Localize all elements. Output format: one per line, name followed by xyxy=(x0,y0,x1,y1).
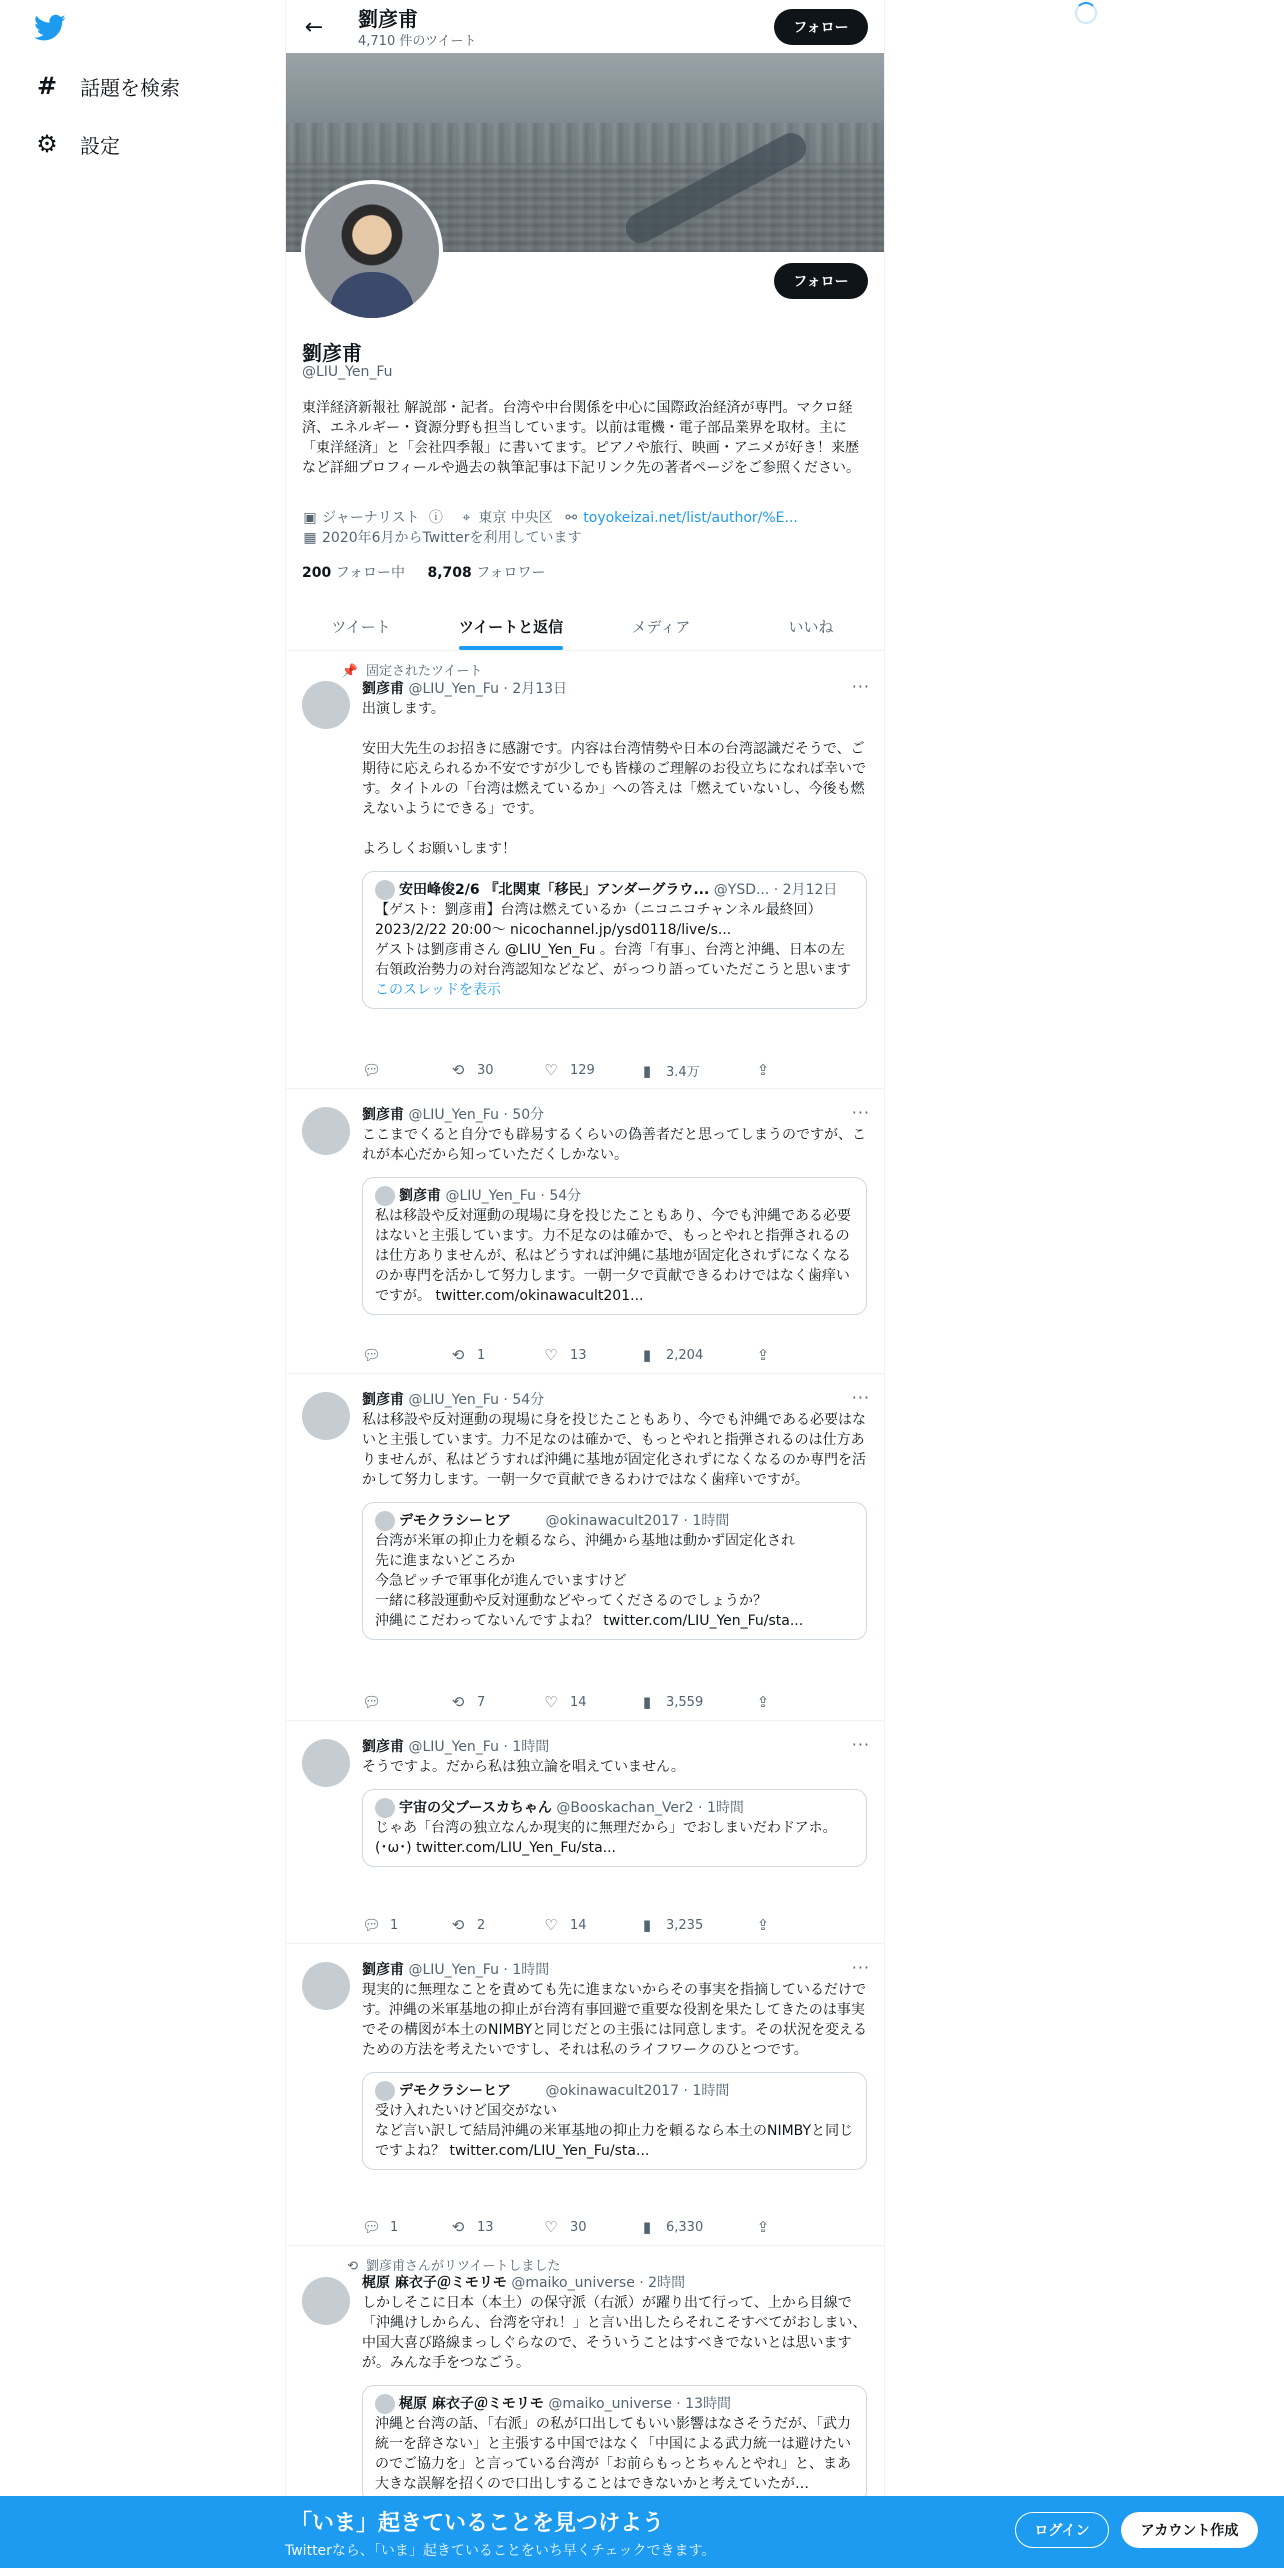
tab-likes[interactable]: いいね xyxy=(788,618,834,636)
tweet-author[interactable]: 梶原 麻衣子＠ミモリモ xyxy=(362,2275,507,2291)
tweet-text: そうですよ。だから私は独立論を唱えていません。 xyxy=(362,1759,685,1775)
nav-settings[interactable] xyxy=(34,126,120,162)
reply-button[interactable]: 💬︎ 1 xyxy=(362,2218,399,2236)
quote-tweet[interactable] xyxy=(362,1502,867,1640)
avatar[interactable] xyxy=(302,2277,350,2325)
quote-meta: @okinawacult2017 · 1時間 xyxy=(545,1513,730,1529)
reply-icon: 💬︎ xyxy=(362,1693,382,1711)
views-button[interactable]: ▮ 6,330 xyxy=(638,2218,703,2236)
tweet-pinned[interactable] xyxy=(286,651,885,1089)
main-column xyxy=(285,0,885,2568)
tweet-actions xyxy=(362,1916,802,1936)
profile-follow-button[interactable]: フォロー xyxy=(774,263,868,299)
avatar[interactable] xyxy=(302,681,350,729)
link-icon: ⚯ xyxy=(565,510,578,526)
signup-banner-subtitle: Twitterなら、「いま」起きていることをいち早くチェックできます。 xyxy=(285,2543,716,2559)
retweet-button[interactable]: ⟲ 30 xyxy=(449,1061,494,1079)
profile-link[interactable]: toyokeizai.net/list/author/%E... xyxy=(583,510,798,526)
show-thread-link[interactable]: このスレッドを表示 xyxy=(375,982,501,998)
heart-icon: ♡ xyxy=(544,1346,558,1364)
retweet-icon: ⟲ xyxy=(451,1693,465,1711)
quote-author: 梶原 麻衣子＠ミモリモ xyxy=(399,2396,544,2412)
quote-avatar xyxy=(375,1798,395,1818)
more-options-icon[interactable]: ··· xyxy=(851,1735,870,1754)
share-button[interactable] xyxy=(754,1061,782,1079)
views-button[interactable]: ▮ 3.4万 xyxy=(638,1061,700,1080)
tweet-actions xyxy=(362,2218,802,2238)
like-button[interactable]: ♡ 13 xyxy=(542,1346,587,1364)
quote-meta: @Booskachan_Ver2 · 1時間 xyxy=(556,1800,744,1816)
tweet[interactable] xyxy=(286,1090,885,1374)
heart-icon: ♡ xyxy=(544,2218,558,2236)
tweet-text: しかしそこに日本（本土）の保守派（右派）が躍り出て行って、上から目線で「沖縄けしからん、台湾を守れ！」と言い出したらそれこそすべてがおしまい、中国大喜び路線まっしぐらなので、そういうことはすべきでないとは思いますが。みんな手をつなごう。 xyxy=(362,2295,867,2371)
quote-author: 安田峰俊2/6 『北関東「移民」アンダーグラウ... xyxy=(399,882,710,898)
views-chart-icon: ▮ xyxy=(642,2218,652,2236)
avatar[interactable] xyxy=(302,1392,350,1440)
avatar[interactable] xyxy=(302,1739,350,1787)
hashtag-icon: # xyxy=(36,72,58,100)
reply-icon: 💬︎ xyxy=(362,1916,382,1934)
quote-avatar xyxy=(375,880,395,900)
profile-category: ジャーナリスト xyxy=(322,510,420,526)
tweet-text: 出演します。 安田大先生のお招きに感謝です。内容は台湾情勢や日本の台湾認識だそうで、ご期待に応えられるか不安ですが少しでも皆様のご理解のお役立ちになれば幸いです。タイトルの「台湾は燃えているか」への答えは「燃えていないし、今後も燃えないようにできる」です。 よろしくお願いします！ xyxy=(362,701,866,857)
heart-icon: ♡ xyxy=(544,1693,558,1711)
back-arrow-icon[interactable]: ← xyxy=(304,14,324,40)
signup-banner xyxy=(0,2496,1284,2568)
retweet-icon: ⟲ xyxy=(451,1061,465,1079)
share-button[interactable] xyxy=(754,1346,782,1364)
quote-avatar xyxy=(375,2394,395,2414)
tweet-meta[interactable]: @LIU_Yen_Fu · 54分 xyxy=(408,1392,545,1408)
tweet-actions xyxy=(362,1061,802,1081)
heart-icon: ♡ xyxy=(544,1061,558,1079)
signup-button[interactable]: アカウント作成 xyxy=(1121,2512,1258,2548)
quote-tweet[interactable] xyxy=(362,1177,867,1315)
tweet-author[interactable]: 劉彦甫 xyxy=(362,1962,404,1978)
tweet-meta[interactable]: @LIU_Yen_Fu · 2月13日 xyxy=(408,681,568,697)
views-button[interactable]: ▮ 2,204 xyxy=(638,1346,703,1364)
header-tweet-count: 4,710 件のツイート xyxy=(358,34,477,49)
retweet-indicator[interactable]: ⟲ 劉彦甫さんがリツイートしました xyxy=(330,2255,560,2274)
pin-icon: 📌 xyxy=(341,664,358,679)
profile-bio: 東洋経済新報社 解説部・記者。台湾や中台関係を中心に国際政治経済が専門。マクロ経済、エネルギー・資源分野も担当しています。以前は電機・電子部品業界を取材。主に「東洋経済」と「会社四季報」に書いてます。ピアノや旅行、映画・アニメが好き！来歴など詳細プロフィールや過去の執筆記事は下記リンク先の著者ページをご参照ください。 xyxy=(302,400,861,476)
tweet-meta[interactable]: @LIU_Yen_Fu · 1時間 xyxy=(408,1739,550,1755)
reply-button[interactable] xyxy=(362,1346,390,1364)
tweet[interactable] xyxy=(286,1722,885,1944)
tweet-text: 現実的に無理なことを責めても先に進まないからその事実を指摘しているだけです。沖縄の米軍基地の抑止が台湾有事回避で重要な役割を果たしてきたのは事実でその構図が本土のNIMBYと同じだとの主張には同意します。その状況を変えるための方法を考えたいですし、それは私のライフワークのひとつです。 xyxy=(362,1982,867,2058)
quote-text: 台湾が米軍の抑止力を頼るなら、沖縄から基地は動かず固定化され 先に進まないどころか 今急ピッチで軍事化が進んでいますけど 一緒に移設運動や反対運動などやってくださるのでしょうか？ 沖縄にこだわってないんですよね？ twitter.com/LIU_Yen_Fu/sta... xyxy=(375,1533,804,1629)
reply-button[interactable] xyxy=(362,1693,390,1711)
quote-meta: @LIU_Yen_Fu · 54分 xyxy=(445,1188,582,1204)
tweet-actions xyxy=(362,1346,802,1366)
quote-tweet[interactable] xyxy=(362,2385,867,2503)
profile-handle: @LIU_Yen_Fu xyxy=(302,364,393,380)
pinned-indicator: 📌 固定されたツイート xyxy=(330,660,482,679)
tweet-text: ここまでくると自分でも辟易するくらいの偽善者だと思ってしまうのですが、これが本心だから知っていただくしかない。 xyxy=(362,1127,866,1163)
views-chart-icon: ▮ xyxy=(642,1916,652,1934)
quote-text: じゃあ「台湾の独立なんか現実的に無理だから」でおしまいだわドアホ。 (･ω･) twitter.com/LIU_Yen_Fu/sta... xyxy=(375,1820,837,1856)
avatar[interactable] xyxy=(302,1107,350,1155)
header-follow-button[interactable]: フォロー xyxy=(774,9,868,45)
calendar-icon: ▦ xyxy=(303,530,317,546)
heart-icon: ♡ xyxy=(544,1916,558,1934)
more-options-icon[interactable]: ··· xyxy=(851,677,870,696)
views-chart-icon: ▮ xyxy=(642,1346,652,1364)
quote-tweet[interactable] xyxy=(362,871,867,1009)
quote-avatar xyxy=(375,1511,395,1531)
signup-banner-title: 「いま」起きていることを見つけよう xyxy=(290,2511,665,2536)
like-button[interactable]: ♡ 14 xyxy=(542,1916,587,1934)
tweet-text: 私は移設や反対運動の現場に身を投じたこともあり、今でも沖縄である必要はないと主張しています。力不足なのは確かで、もっとやれと指弾されるのは仕方ありませんが、私はどうすれば沖縄に基地が固定化されずになくなるのか専門を活かして努力します。一朝一夕で貢献できるわけではなく歯痒いですが。 xyxy=(362,1412,866,1488)
like-button[interactable]: ♡ 30 xyxy=(542,2218,587,2236)
tweet-author[interactable]: 劉彦甫 xyxy=(362,1107,404,1123)
retweet-icon: ⟲ xyxy=(451,2218,465,2236)
retweet-button[interactable]: ⟲ 13 xyxy=(449,2218,494,2236)
more-options-icon[interactable]: ··· xyxy=(851,1103,870,1122)
reply-button[interactable] xyxy=(362,1061,390,1079)
loading-spinner-icon xyxy=(1075,2,1097,24)
share-icon: ⇪ xyxy=(756,2218,770,2236)
tweet-actions xyxy=(362,1693,802,1713)
views-button[interactable]: ▮ 3,235 xyxy=(638,1916,703,1934)
retweet-button[interactable]: ⟲ 7 xyxy=(449,1693,485,1711)
retweet-icon: ⟲ xyxy=(347,2259,358,2274)
quote-text: 受け入れたいけど国交がない など言い訳して結局沖縄の米軍基地の抑止力を頼るなら本土のNIMBYと同じですよね？ twitter.com/LIU_Yen_Fu/sta... xyxy=(375,2103,854,2159)
followers-link[interactable]: 8,708 フォロワー xyxy=(427,565,546,581)
views-button[interactable]: ▮ 3,559 xyxy=(638,1693,703,1711)
more-options-icon[interactable]: ··· xyxy=(851,1388,870,1407)
profile-name: 劉彦甫 xyxy=(302,341,362,365)
quote-author: 劉彦甫 xyxy=(399,1188,441,1204)
share-button[interactable] xyxy=(754,1693,782,1711)
quote-tweet[interactable] xyxy=(362,1789,867,1867)
tweet-meta[interactable]: @maiko_universe · 2時間 xyxy=(511,2275,686,2291)
header-name: 劉彦甫 xyxy=(358,7,418,31)
like-button[interactable]: ♡ 14 xyxy=(542,1693,587,1711)
location-icon: ⌖ xyxy=(462,510,471,526)
quote-avatar xyxy=(375,1186,395,1206)
share-icon: ⇪ xyxy=(756,1693,770,1711)
avatar[interactable] xyxy=(302,1962,350,2010)
reply-icon: 💬︎ xyxy=(362,1061,382,1079)
reply-icon: 💬︎ xyxy=(362,2218,382,2236)
quote-author: デモクラシーヒア xyxy=(399,1513,511,1529)
tweet-meta[interactable]: @LIU_Yen_Fu · 50分 xyxy=(408,1107,545,1123)
nav-explore[interactable] xyxy=(34,68,180,104)
retweet-button[interactable]: ⟲ 2 xyxy=(449,1916,485,1934)
profile-joined: 2020年6月からTwitterを利用しています xyxy=(322,530,582,546)
share-icon: ⇪ xyxy=(756,1916,770,1934)
retweet-icon: ⟲ xyxy=(451,1916,465,1934)
quote-avatar xyxy=(375,2081,395,2101)
profile-location: 東京 中央区 xyxy=(478,510,553,526)
nav-explore-label: 話題を検索 xyxy=(80,75,180,100)
profile-avatar[interactable] xyxy=(301,180,443,322)
tweet-author[interactable]: 劉彦甫 xyxy=(362,681,404,697)
quote-meta: @maiko_universe · 13時間 xyxy=(548,2396,731,2412)
tweet[interactable] xyxy=(286,1375,885,1721)
share-button[interactable] xyxy=(754,2218,782,2236)
info-icon[interactable]: ⓘ xyxy=(428,510,443,526)
views-chart-icon: ▮ xyxy=(642,1693,652,1711)
profile-meta xyxy=(302,508,872,548)
follow-stats xyxy=(302,562,546,582)
tab-tweets-and-replies[interactable]: ツイートと返信 xyxy=(436,603,586,650)
like-button[interactable]: ♡ 129 xyxy=(542,1061,595,1079)
reply-button[interactable]: 💬︎ 1 xyxy=(362,1916,399,1934)
quote-text: 私は移設や反対運動の現場に身を投じたこともあり、今でも沖縄である必要はないと主張しています。力不足なのは確かで、もっとやれと指弾されるのは仕方ありませんが、私はどうすれば沖縄に基地が固定化されずになくなるのか専門を活かして努力します。一朝一夕で貢献できるわけではなく歯痒いですが。 twitter.com/okinawacult201... xyxy=(375,1208,851,1304)
gear-icon: ⚙ xyxy=(36,130,58,158)
tweet-author[interactable]: 劉彦甫 xyxy=(362,1739,404,1755)
profile-header-bar xyxy=(286,0,885,53)
quote-author: 宇宙の父ブースカちゃん xyxy=(399,1800,552,1816)
tweet-meta[interactable]: @LIU_Yen_Fu · 1時間 xyxy=(408,1962,550,1978)
tab-tweets[interactable]: ツイート xyxy=(331,618,391,636)
following-link[interactable]: 200 フォロー中 xyxy=(302,565,405,581)
quote-meta: @okinawacult2017 · 1時間 xyxy=(545,2083,730,2099)
share-icon: ⇪ xyxy=(756,1346,770,1364)
nav-settings-label: 設定 xyxy=(80,133,120,158)
profile-tabs xyxy=(286,603,885,651)
twitter-logo-icon[interactable] xyxy=(34,14,66,42)
views-chart-icon: ▮ xyxy=(642,1061,652,1080)
briefcase-icon: ▣ xyxy=(303,510,317,526)
tweet[interactable] xyxy=(286,1945,885,2246)
tweet-author[interactable]: 劉彦甫 xyxy=(362,1392,404,1408)
tab-media[interactable]: メディア xyxy=(631,618,691,636)
share-button[interactable] xyxy=(754,1916,782,1934)
quote-text: 沖縄と台湾の話、「右派」の私が口出してもいい影響はなさそうだが、「武力統一を辞さない」と主張する中国ではなく「中国による武力統一は避けたいのでご協力を」と言っている台湾が「お前らもっとちゃんとやれ」と、まあ大きな誤解を招くので口出しすることはできないかと考えていたが… xyxy=(375,2416,851,2492)
quote-tweet[interactable] xyxy=(362,2072,867,2170)
quote-meta: @YSD... · 2月12日 xyxy=(713,882,838,898)
more-options-icon[interactable]: ··· xyxy=(851,1958,870,1977)
quote-text: 【ゲスト：劉彦甫】台湾は燃えているか（ニコニコチャンネル最終回）2023/2/22 20:00〜 nicochannel.jp/ysd0118/live/s... ゲストは劉彦甫さん @LIU_Yen_Fu 。台湾「有事」、台湾と沖縄、日本の左右領政治勢力の対台湾認知などなど、がっつり語っていただこうと思います xyxy=(375,902,851,978)
login-button[interactable]: ログイン xyxy=(1015,2512,1109,2548)
reply-icon: 💬︎ xyxy=(362,1346,382,1364)
retweet-icon: ⟲ xyxy=(451,1346,465,1364)
share-icon: ⇪ xyxy=(756,1061,770,1079)
retweet-button[interactable]: ⟲ 1 xyxy=(449,1346,485,1364)
quote-author: デモクラシーヒア xyxy=(399,2083,511,2099)
